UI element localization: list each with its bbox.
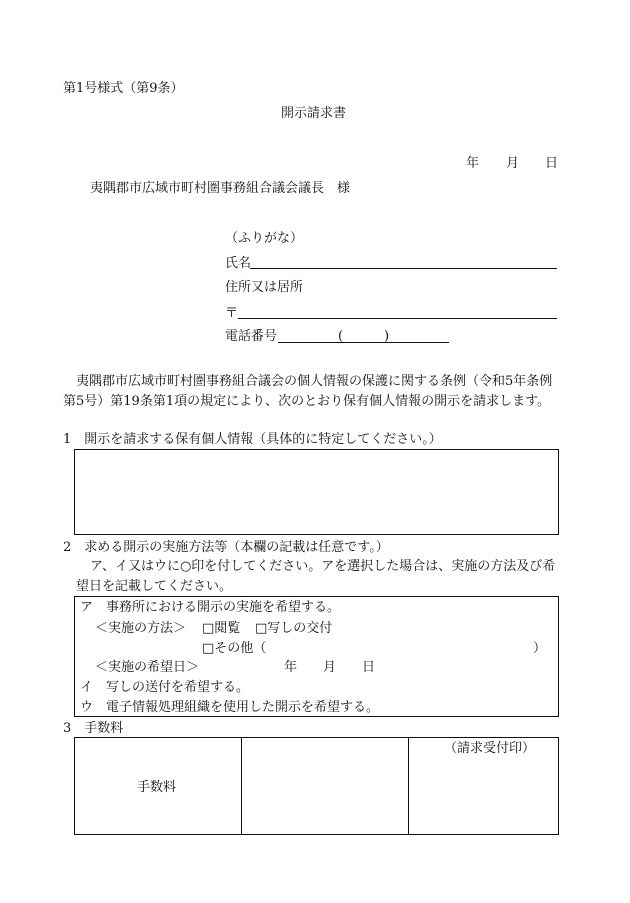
section-2-note-line-1: ア、イ又はウに○印を付してください。アを選択した場合は、実施の方法及び希 [90,559,556,574]
body-line-2: 第5号）第19条第1項の規定により、次のとおり保有個人情報の開示を請求します。 [63,394,551,409]
body-line-1: 夷隅郡市広域市町村圏事務組合議会の個人情報の保護に関する条例（令和5年条例 [76,374,553,389]
section-2-note-line-2: 望日を記載してください。 [76,579,233,594]
option-a[interactable]: ア 事務所における開示の実施を希望する。 [80,600,341,615]
method-other-close: ） [533,641,547,656]
preferred-date-label: ＜実施の希望日＞ [95,660,200,675]
reception-stamp-label: （請求受付印） [444,741,536,756]
date-month-label: 月 [506,156,520,171]
method-view-checkbox[interactable]: □閲覧 [202,621,241,636]
section-2-heading: 2 求める開示の実施方法等（本欄の記載は任意です。） [63,540,389,555]
address-field[interactable] [238,318,557,319]
postal-mark: 〒 [225,306,239,321]
phone-field[interactable] [278,342,449,343]
fee-label: 手数料 [137,780,177,795]
furigana-label: （ふりがな） [225,231,304,246]
preferred-date-day: 日 [362,660,376,675]
name-field[interactable] [250,268,557,269]
personal-info-field[interactable] [74,449,559,535]
method-label: ＜実施の方法＞ [95,621,187,636]
phone-label: 電話番号 [225,329,278,344]
date-day-label: 日 [545,156,559,171]
option-u[interactable]: ウ 電子情報処理組織を使用した開示を希望する。 [80,700,380,715]
phone-close-paren: ) [384,329,390,344]
document-title: 開示請求書 [281,106,347,121]
date-year-label: 年 [466,156,480,171]
preferred-date-month: 月 [323,660,337,675]
method-other-checkbox[interactable]: □その他（ [202,641,267,656]
method-copy-checkbox[interactable]: □写しの交付 [255,621,333,636]
form-number: 第1号様式（第9条） [63,81,184,96]
section-1-heading: 1 開示を請求する保有個人情報（具体的に特定してください。） [63,432,442,447]
fee-table-divider-2 [408,737,409,835]
section-3-heading: 3 手数料 [63,721,124,736]
addressee: 夷隅郡市広域市町村圏事務組合議会議長 様 [90,181,351,196]
address-label: 住所又は居所 [225,280,304,295]
fee-amount-field[interactable] [242,738,408,834]
option-i[interactable]: イ 写しの送付を希望する。 [80,680,250,695]
name-label: 氏名 [225,256,252,271]
preferred-date-year: 年 [284,660,298,675]
phone-open-paren: ( [338,329,344,344]
